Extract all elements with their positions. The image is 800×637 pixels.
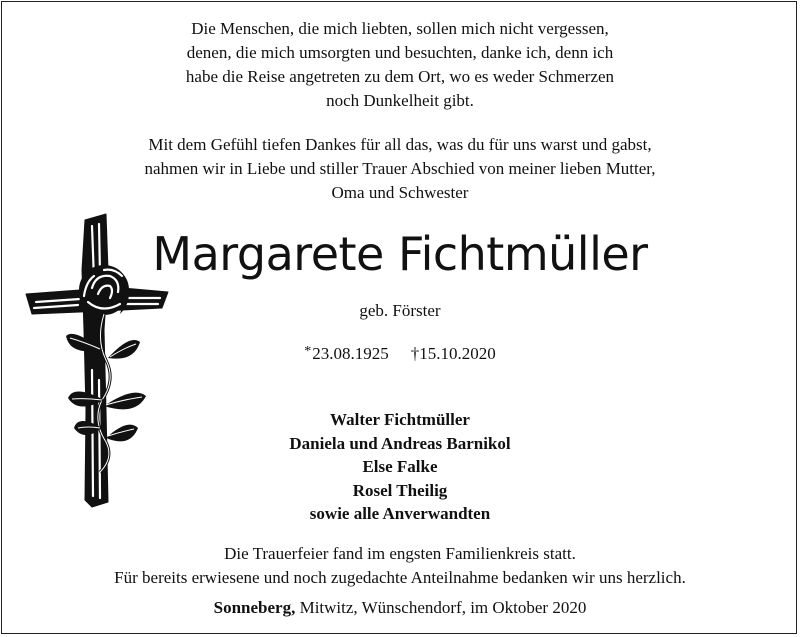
thanks-line: nahmen wir in Liebe und stiller Trauer Abschied von meiner lieben Mutter, [144,159,656,178]
verse-line: noch Dunkelheit gibt. [326,91,474,110]
thanks-line: Mit dem Gefühl tiefen Dankes für all das, was du für uns warst und gabst, [148,135,652,154]
death-symbol: † [410,344,420,363]
verse-line: habe die Reise angetreten zu dem Ort, wo es weder Schmerzen [185,67,615,86]
life-dates [0,342,800,368]
place-and-date [0,596,800,620]
verse-block [0,17,800,113]
closing-line: Für bereits erwiesene und noch zugedachte Anteilnahme bedanken wir uns herzlich. [114,568,686,587]
verse-line: Die Menschen, die mich liebten, sollen mich nicht vergessen, [191,19,609,38]
closing-block [0,542,800,590]
mourner-name: Walter Fichtmüller [330,410,470,429]
mourner-name: sowie alle Anverwandten [309,504,491,523]
mourner-name: Daniela und Andreas Barnikol [289,433,511,453]
verse-line: denen, die mich umsorgten und besuchten, danke ich, denn ich [186,43,614,62]
mourner-name: Rosel Theilig [352,480,448,500]
birth-symbol: * [304,344,312,359]
thanks-line: Oma und Schwester [331,183,469,202]
place-rest: Mitwitz, Wünschendorf, im Oktober 2020 [295,598,587,617]
closing-line: Die Trauerfeier fand im engsten Familienkreis statt. [224,544,576,563]
thanks-block [0,133,800,205]
death-date: 15.10.2020 [419,344,496,363]
place-city: Sonneberg, [213,598,296,617]
deceased-name: Margarete Fichtmüller [152,227,648,281]
mourners-list [0,408,800,526]
birth-date: 23.08.1925 [312,344,389,363]
maiden-name: geb. Förster [359,301,441,320]
mourner-name: Else Falke [362,457,438,476]
